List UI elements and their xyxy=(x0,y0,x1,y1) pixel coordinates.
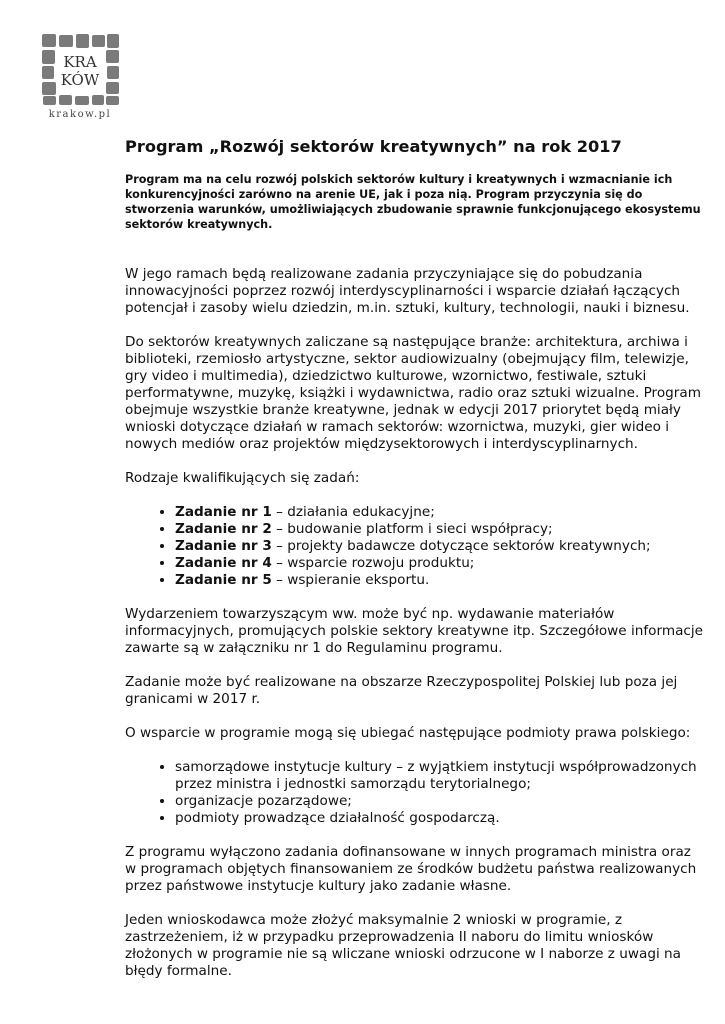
paragraph-sectors: Do sektorów kreatywnych zaliczane są następujące branże: architektura, archiwa i biblioteki, rzemiosło artystyczne, sektor audiowizualny (obejmujący film, telewizje, gry video i multimedia), dziedzictwo kulturowe, wzornictwo, festiwale, sztuki performatywne, muzykę, książki i wydawnictwa, radio oraz sztuki wizualne. Program obejmuje wszystkie branże kreatywne, jednak w edycji 2017 priorytet będą miały wnioski dotyczące działań w ramach sektorów: wzornictwa, muzyki, gier wideo i nowych mediów oraz projektów międzysektorowych i interdyscyplinarnych. xyxy=(125,334,701,452)
paragraph-task-types: Rodzaje kwalifikujących się zadań: xyxy=(125,470,360,486)
task-name: Zadanie nr 4 xyxy=(175,555,272,571)
list-item: • samorządowe instytucje kultury – z wyjątkiem instytucji współprowadzonych przez ministra i jednostki samorządu terytorialnego; xyxy=(175,759,703,793)
task-name: Zadanie nr 3 xyxy=(175,538,272,554)
list-item xyxy=(175,504,703,521)
paragraph-eligible-entities: O wsparcie w programie mogą się ubiegać następujące podmioty prawa polskiego: xyxy=(125,725,691,741)
paragraph-scope: W jego ramach będą realizowane zadania przyczyniające się do pobudzania innowacyjności poprzez rozwój interdyscyplinarności i wsparcie działań łączących potencjał i zasoby wielu dziedzin, m.in. sztuki, kultury, technologii, nauki i biznesu. xyxy=(125,266,690,316)
task-name: Zadanie nr 2 xyxy=(175,521,272,537)
list-item: • podmioty prowadzące działalność gospodarczą. xyxy=(175,810,703,827)
list-item xyxy=(175,521,703,538)
task-name: Zadanie nr 1 xyxy=(175,504,272,520)
krakow-logo-mark xyxy=(40,32,120,106)
task-desc: – wspieranie eksportu. xyxy=(271,572,430,588)
paragraph-location: Zadanie może być realizowane na obszarze Rzeczypospolitej Polskiej lub poza jej granicami w 2017 r. xyxy=(125,674,678,707)
list-item xyxy=(175,572,703,589)
task-desc: – projekty badawcze dotyczące sektorów kreatywnych; xyxy=(271,538,651,554)
task-name: Zadanie nr 5 xyxy=(175,572,272,588)
krakow-logo xyxy=(38,30,122,124)
lead-paragraph: Program ma na celu rozwój polskich sektorów kultury i kreatywnych i wzmacnianie ich konkurencyjności zarówno na arenie UE, jak i poza nią. Program przyczynia się do stworzenia warunków, umożliwiających zbudowanie sprawnie funkcjonującego ekosystemu sektorów kreatywnych. xyxy=(125,173,701,231)
list-item xyxy=(175,538,703,555)
paragraph-application-limit: Jeden wnioskodawca może złożyć maksymalnie 2 wnioski w programie, z zastrzeżeniem, iż w przypadku przeprowadzenia II naboru do limitu wniosków złożonych w programie nie są wliczane wnioski odrzucone w I naborze z uwagi na błędy formalne. xyxy=(125,912,682,979)
task-desc: – budowanie platform i sieci współpracy; xyxy=(271,521,553,537)
paragraph-exclusions: Z programu wyłączono zadania dofinansowane w innych programach ministra oraz w programach objętych finansowaniem ze środków budżetu państwa realizowanych przez państwowe instytucje kultury jako zadanie własne. xyxy=(125,844,697,894)
list-item xyxy=(175,555,703,572)
paragraph-accompanying-events: Wydarzeniem towarzyszącym ww. może być np. wydawanie materiałów informacyjnych, promujących polskie sektory kreatywne itp. Szczegółowe informacje zawarte są w załączniku nr 1 do Regulaminu programu. xyxy=(125,606,704,656)
document-body xyxy=(125,136,703,997)
task-list xyxy=(125,504,703,589)
list-item: • organizacje pozarządowe; xyxy=(175,793,703,810)
task-desc: – działania edukacyjne; xyxy=(271,504,435,520)
task-desc: – wsparcie rozwoju produktu; xyxy=(271,555,475,571)
entity-list xyxy=(125,759,703,827)
document-title: Program „Rozwój sektorów kreatywnych” na rok 2017 xyxy=(125,137,622,156)
logo-caption: krakow.pl xyxy=(48,109,112,120)
logo-text-line1: KRA xyxy=(63,53,97,71)
logo-text-line2: KÓW xyxy=(60,71,100,89)
